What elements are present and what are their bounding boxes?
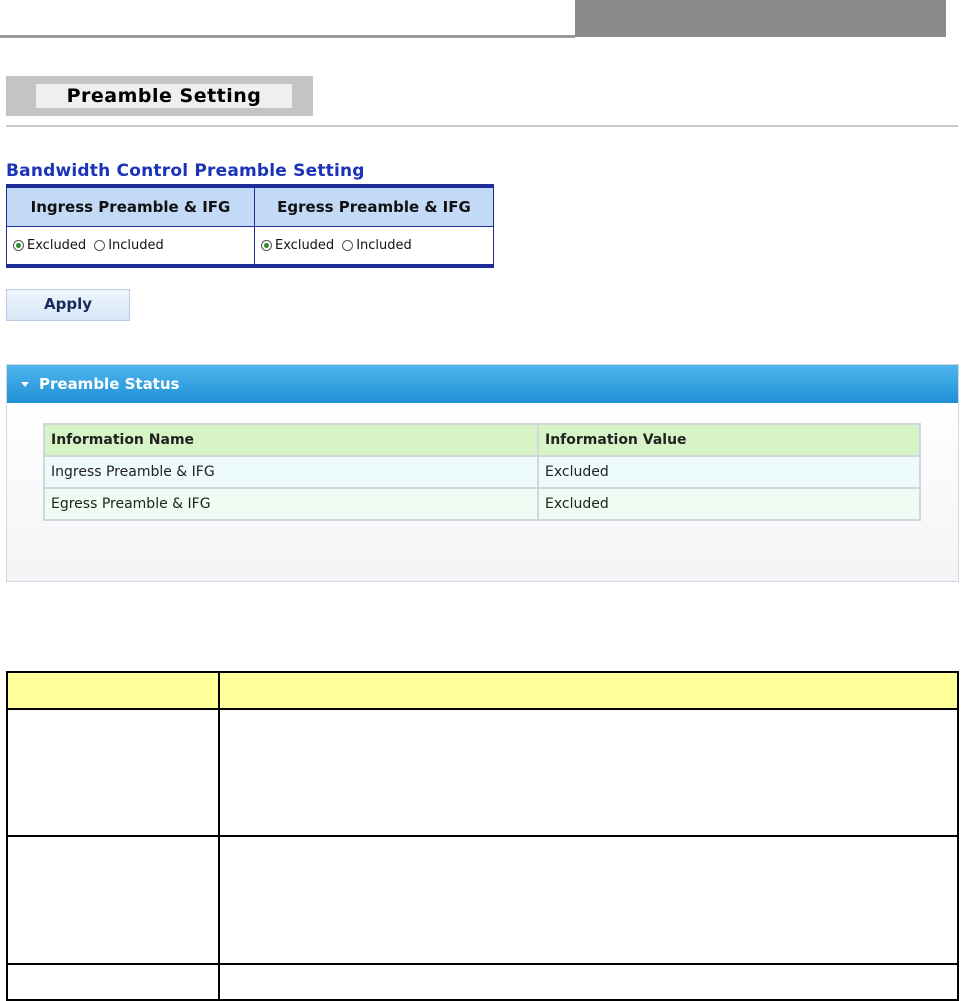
bandwidth-section-heading: Bandwidth Control Preamble Setting [6,161,365,181]
info-name-cell: Ingress Preamble & IFG [44,456,538,488]
bandwidth-table-row [7,227,493,264]
egress-excluded-radio[interactable] [261,238,334,253]
header-bar [575,0,946,37]
bandwidth-preamble-table [6,184,494,268]
table-row [44,488,920,520]
radio-label: Included [108,238,164,253]
radio-label: Included [356,238,412,253]
page-title-tab [6,76,313,116]
description-header-row [7,672,958,709]
description-header-cell [219,672,958,709]
description-row [7,964,958,1000]
radio-unselected-icon [342,240,353,251]
radio-label: Excluded [275,238,335,253]
info-value-cell: Excluded [538,488,920,520]
description-cell [219,709,958,836]
information-value-header: Information Value [538,424,920,456]
egress-radio-group [255,227,493,264]
radio-unselected-icon [94,240,105,251]
information-name-header: Information Name [44,424,538,456]
description-cell [7,709,219,836]
bandwidth-table-header [7,188,493,227]
table-row [44,456,920,488]
description-cell [219,836,958,963]
radio-selected-icon [13,240,24,251]
info-value-cell: Excluded [538,456,920,488]
page-title: Preamble Setting [36,84,292,108]
apply-button[interactable]: Apply [6,289,130,321]
egress-included-radio[interactable] [342,238,412,253]
description-row [7,836,958,963]
radio-selected-icon [261,240,272,251]
header-rule [0,35,575,38]
info-name-cell: Egress Preamble & IFG [44,488,538,520]
description-cell [7,964,219,1000]
ingress-column-header: Ingress Preamble & IFG [7,188,255,226]
preamble-status-table [43,423,921,521]
ingress-included-radio[interactable] [94,238,164,253]
description-table [6,671,959,1001]
collapse-arrow-icon[interactable] [21,382,29,387]
description-header-cell [7,672,219,709]
title-divider [6,125,958,127]
radio-label: Excluded [27,238,87,253]
description-cell [7,836,219,963]
description-cell [219,964,958,1000]
panel-title: Preamble Status [39,375,180,393]
ingress-excluded-radio[interactable] [13,238,86,253]
preamble-status-header[interactable] [7,365,958,403]
description-row [7,709,958,836]
egress-column-header: Egress Preamble & IFG [277,198,471,216]
ingress-radio-group [7,227,255,264]
preamble-status-body [7,403,958,581]
table-header-row [44,424,920,456]
preamble-status-panel [6,364,959,582]
